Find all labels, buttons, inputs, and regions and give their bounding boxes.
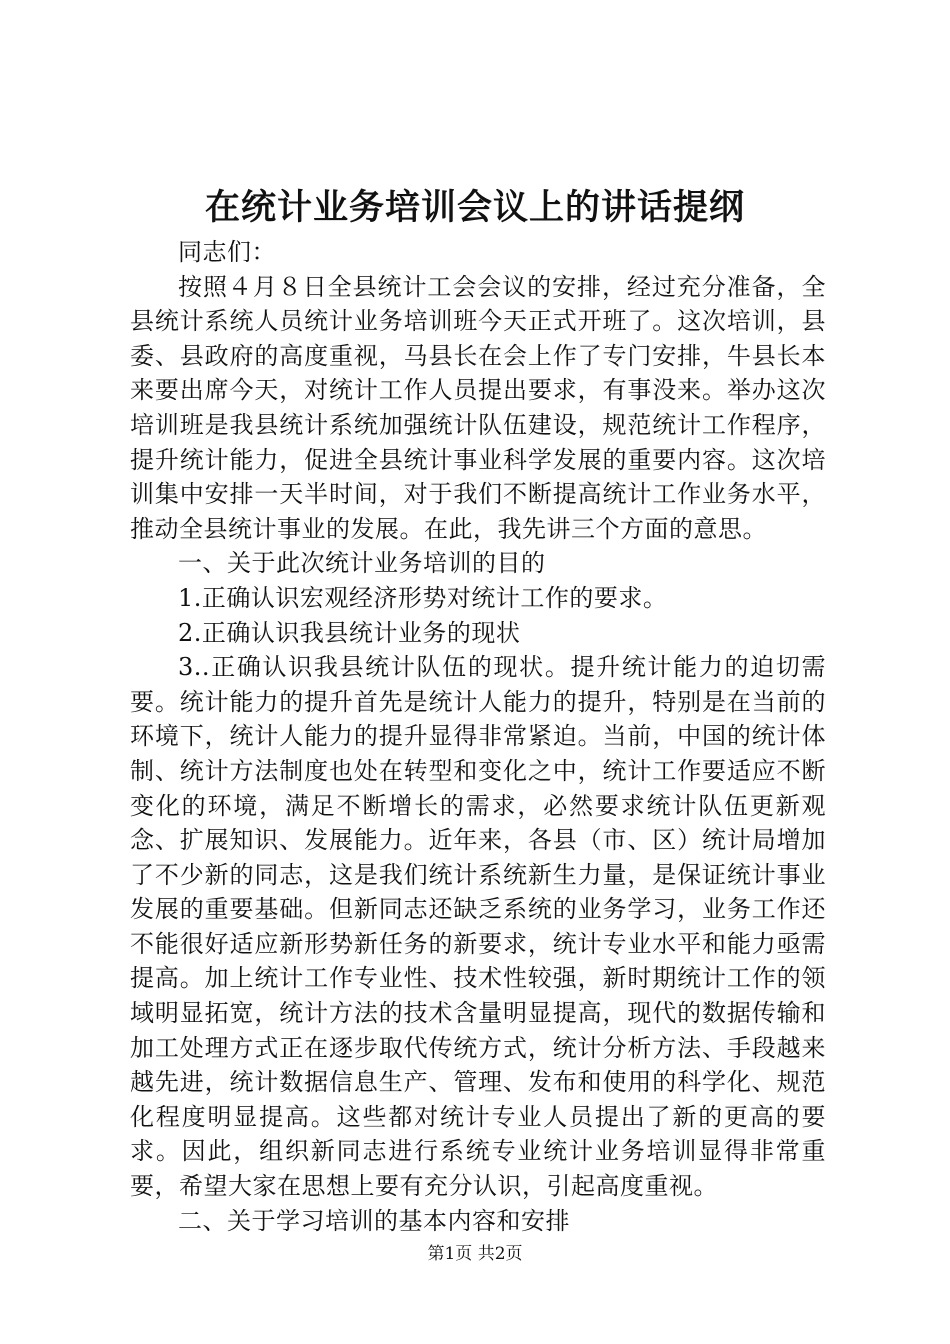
list-item-3: 3..正确认识我县统计队伍的现状。提升统计能力的迫切需要。统计能力的提升首先是统计人能力的提升，特别是在当前的环境下，统计人能力的提升显得非常紧迫。当前，中国的统计体制、统计方法制度也处在转型和变化之中，统计工作要适应不断变化的环境，满足不断增长的需求，必然要求统计队伍更新观念、扩展知识、发展能力。近年来，各县（市、区）统计局增加了不少新的同志，这是我们统计系统新生力量，是保证统计事业发展的重要基础。但新同志还缺乏系统的业务学习，业务工作还不能很好适应新形势新任务的新要求，统计专业水平和能力亟需提高。加上统计工作专业性、技术性较强，新时期统计工作的领域明显拓宽，统计方法的技术含量明显提高，现代的数据传输和加工处理方式正在逐步取代传统方式，统计分析方法、手段越来越先进，统计数据信息生产、管理、发布和使用的科学化、规范化程度明显提高。这些都对统计专业人员提出了新的更高的要求。因此，组织新同志进行系统专业统计业务培训显得非常重要，希望大家在思想上要有充分认识，引起高度重视。 — [130, 653, 826, 1201]
document-body — [130, 235, 826, 1238]
intro-paragraph: 按照４月８日全县统计工会会议的安排，经过充分准备，全县统计系统人员统计业务培训班今天正式开班了。这次培训，县委、县政府的高度重视，马县长在会上作了专门安排，牛县长本来要出席今天，对统计工作人员提出要求，有事没来。举办这次培训班是我县统计系统加强统计队伍建设，规范统计工作程序，提升统计能力，促进全县统计事业科学发展的重要内容。这次培训集中安排一天半时间，对于我们不断提高统计工作业务水平，推动全县统计事业的发展。在此，我先讲三个方面的意思。 — [130, 272, 826, 543]
page-number-footer: 第1页 共2页 — [427, 1244, 523, 1264]
section-heading-1: 一、关于此次统计业务培训的目的 — [178, 549, 546, 578]
list-item-1: 1.正确认识宏观经济形势对统计工作的要求。 — [178, 583, 668, 612]
document-title: 在统计业务培训会议上的讲话提纲 — [204, 187, 745, 228]
list-item-2: 2.正确认识我县统计业务的现状 — [178, 618, 521, 647]
salutation-paragraph: 同志们： — [178, 238, 276, 266]
section-heading-2: 二、关于学习培训的基本内容和安排 — [178, 1206, 570, 1235]
